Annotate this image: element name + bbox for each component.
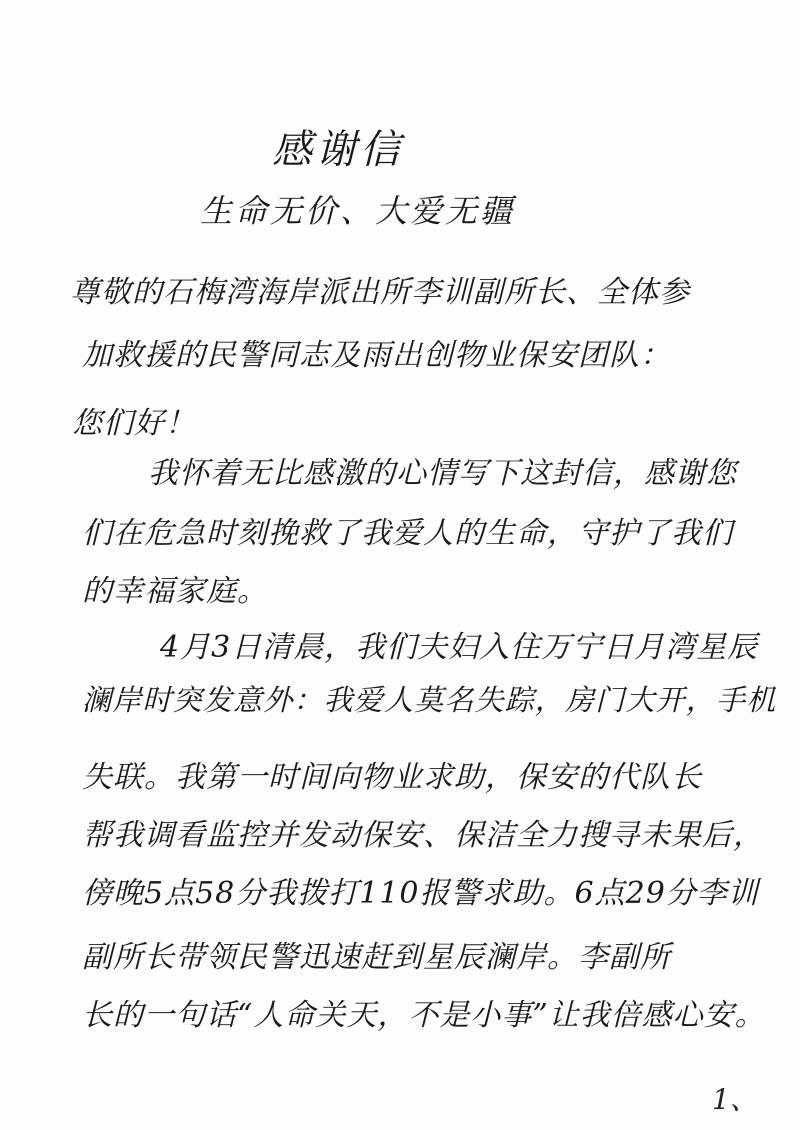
salutation-line-2: 加救援的民警同志及雨出创物业保安团队： — [82, 338, 671, 373]
paragraph-2-line-4: 帮我调看监控并发动保安、保洁全力搜寻未果后， — [82, 818, 764, 853]
letter-title: 感谢信 — [272, 127, 404, 173]
greeting: 您们好！ — [72, 406, 196, 441]
letter-subtitle: 生命无价、大爱无疆 — [200, 192, 516, 230]
paragraph-2-line-5: 傍晚5点58分我拨打110报警求助。6点29分李训 — [82, 876, 759, 911]
paragraph-2-line-1: 4月3日清晨，我们夫妇入住万宁日月湾星辰 — [160, 630, 759, 665]
paragraph-2-line-7: 长的一句话“人命关天，不是小事”让我倍感心安。 — [82, 998, 766, 1033]
paragraph-2-line-6: 副所长带领民警迅速赶到星辰澜岸。李副所 — [82, 940, 671, 975]
paragraph-1-line-2: 们在危急时刻挽救了我爱人的生命，守护了我们 — [82, 516, 733, 551]
paragraph-1-line-1: 我怀着无比感激的心情写下这封信，感谢您 — [148, 456, 737, 491]
salutation-line-1: 尊敬的石梅湾海岸派出所李训副所长、全体参 — [70, 275, 690, 310]
page-number: 1、 — [712, 1083, 758, 1116]
paragraph-2-line-2: 澜岸时突发意外：我爱人莫名失踪，房门大开，手机 — [82, 683, 777, 717]
paragraph-2-line-3: 失联。我第一时间向物业求助，保安的代队长 — [82, 760, 702, 795]
paragraph-1-line-3: 的幸福家庭。 — [82, 574, 268, 609]
